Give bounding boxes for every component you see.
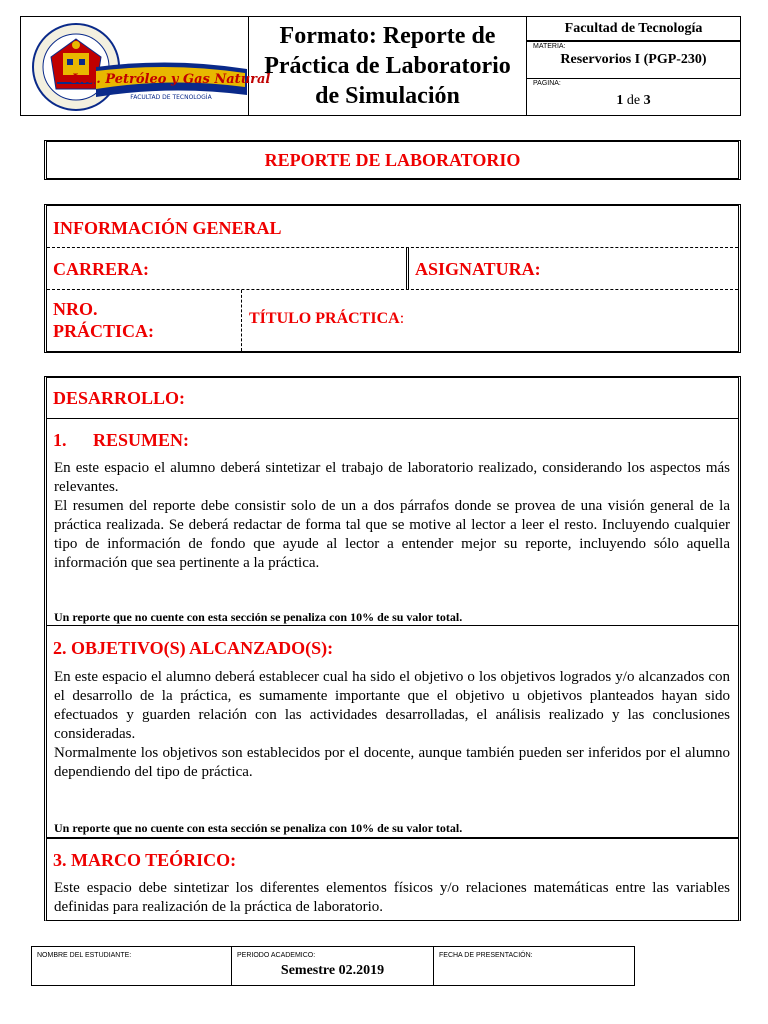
marco-body (47, 879, 738, 917)
practica-row (47, 290, 738, 351)
resumen-body (47, 459, 738, 573)
development-box (44, 376, 741, 921)
objetivos-paragraph-2: Normalmente los objetivos son establecidos por el docente, aunque también pueden ser inferidos por el alumno dependiendo del tipo de práctica. (54, 745, 730, 780)
marco-paragraph-1: Este espacio debe sintetizar los diferentes elementos físicos y/o relaciones matemáticas entre las variables definidas para realización de la práctica de laboratorio. (54, 880, 730, 915)
general-info-heading: INFORMACIÓN GENERAL (47, 206, 738, 248)
divider (47, 418, 738, 419)
resumen-paragraph-1: En este espacio el alumno deberá sintetizar el trabajo de laboratorio realizado, considerando los aspectos más relevantes. (54, 460, 730, 495)
academic-period-label: PERIODO ACADEMICO: (237, 952, 316, 959)
logo-sub-text: FACULTAD DE TECNOLOGÍA (130, 94, 212, 101)
resumen-paragraph-2: El resumen del reporte debe consistir solo de un a dos párrafos donde se provea de una visión general de la práctica realizada. Se deberá redactar de forma tal que se motive al lector a leer el resto. Incluyendo cualquier tipo de información de fondo que ayude al lector a entender mejor su reporte, incluyendo sólo aquella información que sea pertinente a la práctica. (54, 498, 730, 571)
nro-practica-label-2: PRÁCTICA: (53, 321, 154, 341)
report-title-box (44, 140, 741, 180)
asignatura-field[interactable]: ASIGNATURA: (415, 259, 541, 279)
faculty-name: Facultad de Tecnología (527, 17, 740, 42)
student-name-cell[interactable] (32, 947, 232, 985)
student-name-label: NOMBRE DEL ESTUDIANTE: (37, 952, 132, 959)
materia-cell (527, 42, 740, 79)
resumen-title: RESUMEN: (93, 430, 190, 450)
page-of: de (626, 93, 641, 108)
pagina-cell (527, 79, 740, 115)
document-footer (31, 946, 635, 986)
submission-date-label: FECHA DE PRESENTACIÓN: (439, 952, 533, 959)
page-number (527, 93, 740, 109)
development-heading: DESARROLLO: (53, 388, 186, 408)
pagina-label: PAGINA: (533, 80, 561, 87)
materia-label: MATERIA: (533, 43, 566, 50)
document-header (20, 16, 741, 116)
academic-period-value: Semestre 02.2019 (280, 963, 385, 978)
resumen-number: 1. (53, 430, 67, 450)
resumen-heading (47, 430, 738, 451)
nro-practica-label-1: NRO. (53, 299, 98, 319)
general-info-box (44, 204, 741, 353)
carrera-field[interactable]: CARRERA: (47, 248, 409, 289)
nro-practica-field[interactable] (47, 290, 242, 351)
titulo-practica-colon: : (399, 310, 405, 327)
page-current: 1 (616, 93, 624, 108)
header-info (527, 17, 740, 115)
resumen-penalty-note: Un reporte que no cuente con esta sección se penaliza con 10% de su valor total. (54, 610, 463, 624)
marco-heading: 3. MARCO TEÓRICO: (53, 850, 237, 870)
document-title: Formato: Reporte de Práctica de Laboratorio de Simulación (249, 17, 527, 115)
divider (47, 837, 738, 839)
objetivos-penalty-note: Un reporte que no cuente con esta sección se penaliza con 10% de su valor total. (54, 821, 463, 835)
materia-value: Reservorios I (PGP-230) (560, 52, 707, 67)
objetivos-body (47, 668, 738, 782)
titulo-practica-field[interactable] (242, 290, 738, 351)
carrera-asignatura-row (47, 248, 738, 290)
report-title: REPORTE DE LABORATORIO (264, 150, 521, 170)
page-total: 3 (643, 93, 651, 108)
divider (47, 625, 738, 626)
titulo-practica-label: TÍTULO PRÁCTICA (249, 310, 400, 327)
logo-script-text: Ing. Petróleo y Gas Natural (71, 72, 271, 87)
submission-date-cell[interactable] (434, 947, 634, 985)
faculty-logo (21, 17, 271, 115)
objetivos-paragraph-1: En este espacio el alumno deberá establecer cual ha sido el objetivo o los objetivos logrados y/o alcanzados con el desarrollo de la práctica, es sumamente importante que el objetivo u objetivos planteados hayan sido efectuados y guarden relación con las actividades desarrolladas, el análisis realizado y las conclusiones consideradas. (54, 669, 730, 742)
objetivos-heading: 2. OBJETIVO(S) ALCANZADO(S): (53, 638, 334, 658)
academic-period-cell (232, 947, 434, 985)
